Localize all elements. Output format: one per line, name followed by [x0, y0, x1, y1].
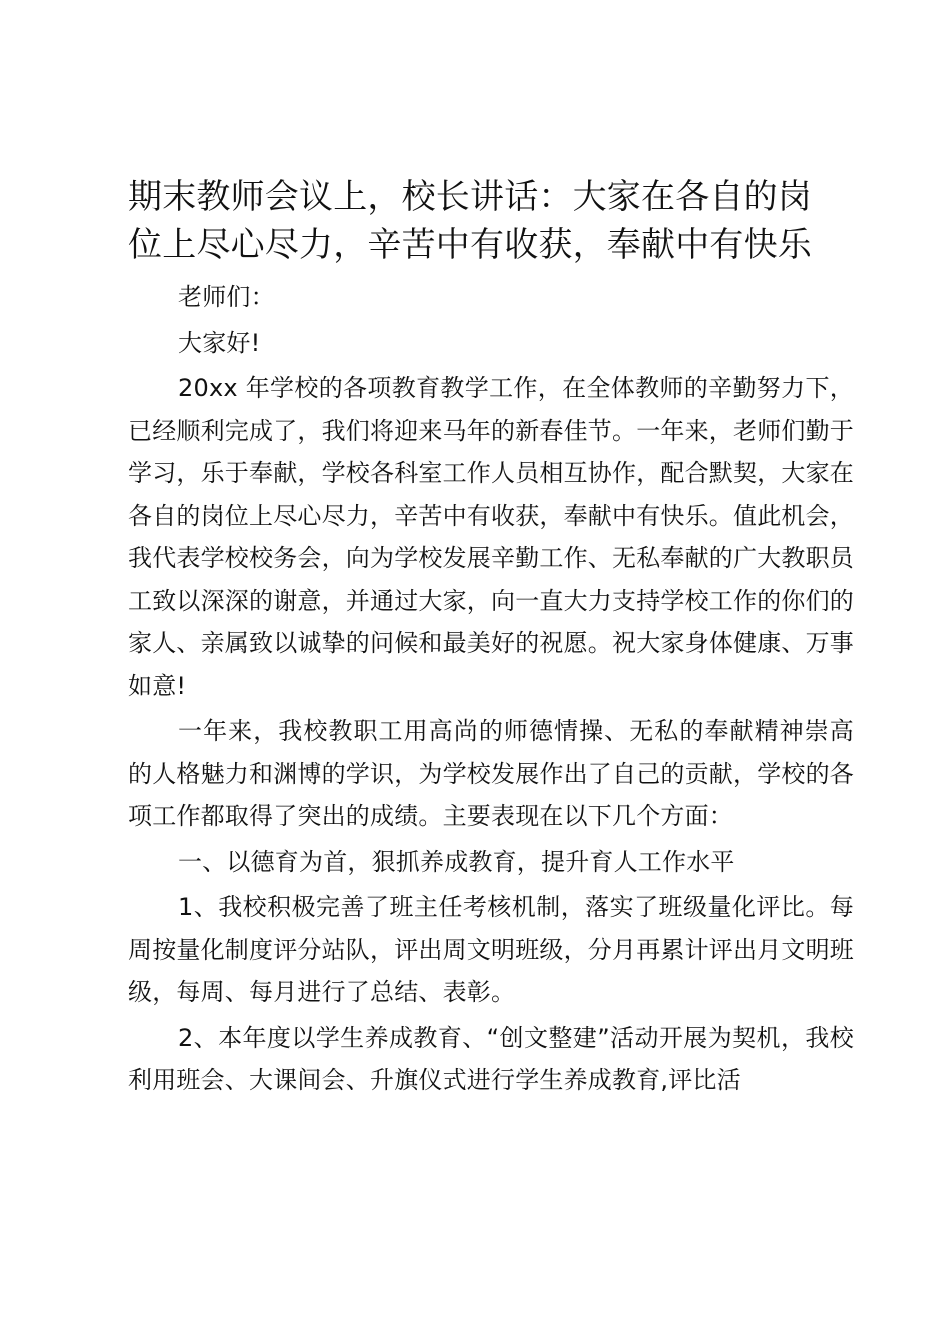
body-paragraph: 1、我校积极完善了班主任考核机制，落实了班级量化评比。每周按量化制度评分站队，评出周文明班级，分月再累计评出月文明班级，每周、每月进行了总结、表彰。	[128, 893, 854, 1006]
body-paragraph: 20xx 年学校的各项教育教学工作，在全体教师的辛勤努力下，已经顺利完成了，我们将迎来马年的新春佳节。一年来，老师们勤于学习，乐于奉献，学校各科室工作人员相互协作，配合默契，大家在各自的岗位上尽心尽力，辛苦中有收获，奉献中有快乐。值此机会，我代表学校校务会，向为学校发展辛勤工作、无私奉献的广大教职员工致以深深的谢意，并通过大家，向一直大力支持学校工作的你们的家人、亲属致以诚挚的问候和最美好的祝愿。祝大家身体健康、万事如意!	[128, 374, 854, 700]
body-paragraph: 一年来，我校教职工用高尚的师德情操、无私的奉献精神崇高的人格魅力和渊博的学识，为学校发展作出了自己的贡献，学校的各项工作都取得了突出的成绩。主要表现在以下几个方面：	[128, 717, 854, 830]
greeting-paragraph: 大家好!	[178, 328, 261, 357]
section-heading: 一、以德育为首，狠抓养成教育，提升育人工作水平	[178, 847, 735, 876]
salutation-paragraph: 老师们：	[178, 283, 275, 311]
body-paragraph: 2、本年度以学生养成教育、“创文整建”活动开展为契机，我校利用班会、大课间会、升旗仪式进行学生养成教育,评比活	[128, 1023, 854, 1094]
document-title: 期末教师会议上，校长讲话：大家在各自的岗位上尽心尽力，辛苦中有收获，奉献中有快乐	[128, 177, 812, 265]
document-body	[128, 276, 854, 1102]
